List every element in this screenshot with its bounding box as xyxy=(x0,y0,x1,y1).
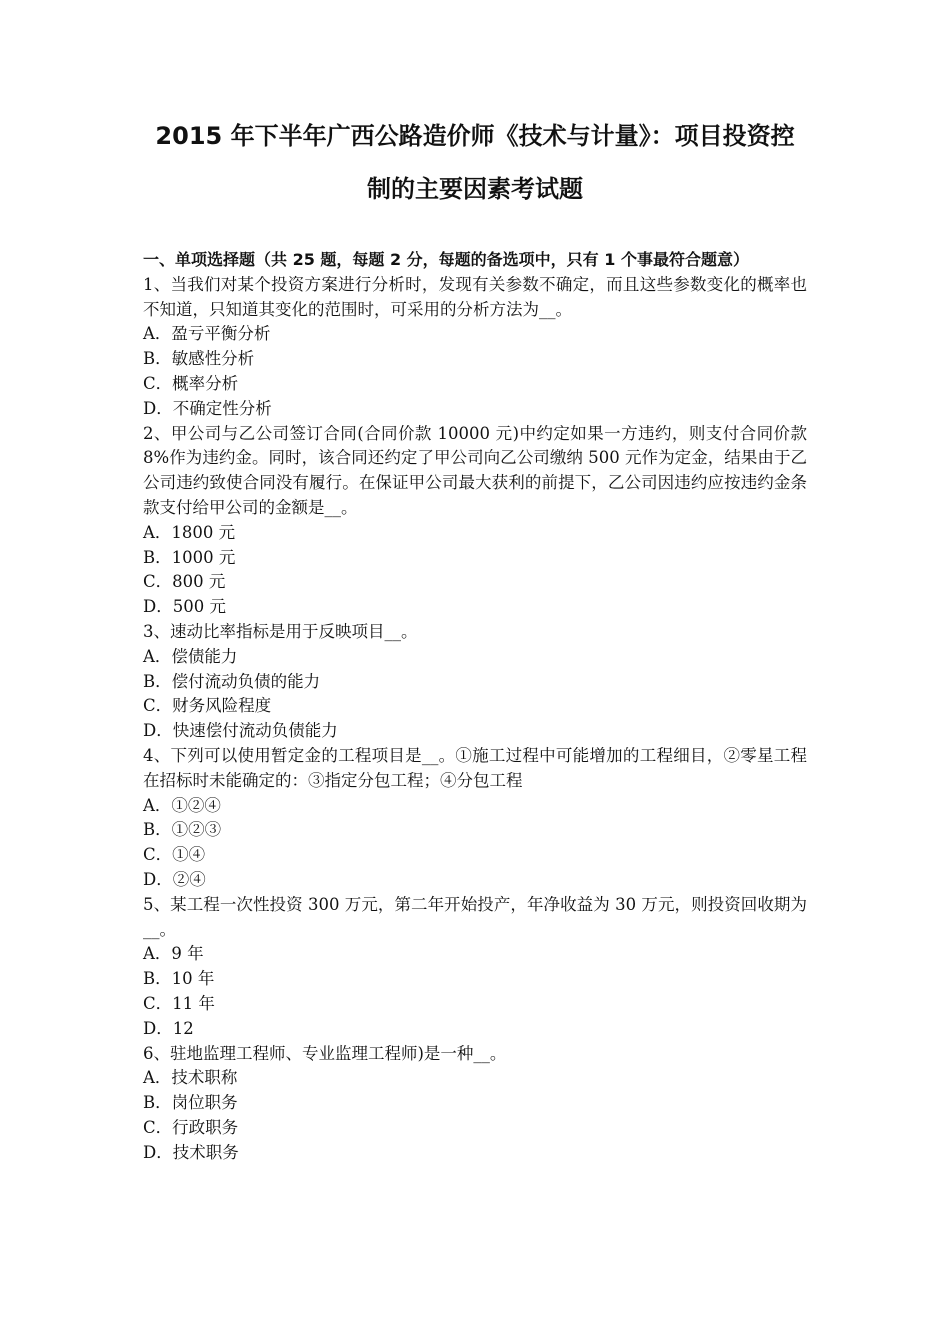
option-list xyxy=(143,645,807,744)
option-c: C．概率分析 xyxy=(143,373,239,393)
section-heading: 一、单项选择题（共 25 题，每题 2 分，每题的备选项中，只有 1 个事最符合题意） xyxy=(143,250,749,269)
option-c: C．行政职务 xyxy=(143,1117,239,1137)
document-title-line-2: 制的主要因素考试题 xyxy=(367,175,583,203)
option-a: A．1800 元 xyxy=(143,522,236,542)
question-stem: 2、甲公司与乙公司签订合同(合同价款 10000 元)中约定如果一方违约，则支付合同价款 8%作为违约金。同时，该合同还约定了甲公司向乙公司缴纳 500 元作为定金，结果由于乙公司违约致使合同没有履行。在保证甲公司最大获利的前提下，乙公司因违约应按违约金条款支付给甲公司的金额是__。 xyxy=(143,423,807,517)
option-list xyxy=(143,1066,807,1165)
option-a: A．偿债能力 xyxy=(143,646,238,666)
option-c: C．11 年 xyxy=(143,993,215,1013)
option-c: C．800 元 xyxy=(143,572,226,592)
option-a: A．①②④ xyxy=(143,795,221,815)
question-5 xyxy=(143,893,807,1042)
question-stem: 3、速动比率指标是用于反映项目__。 xyxy=(143,621,418,641)
option-a: A．盈亏平衡分析 xyxy=(143,324,271,344)
option-b: B．10 年 xyxy=(143,969,215,989)
option-b: B．岗位职务 xyxy=(143,1093,238,1113)
option-a: A．技术职称 xyxy=(143,1068,238,1088)
option-list xyxy=(143,794,807,893)
question-1 xyxy=(143,273,807,422)
option-d: D．12 xyxy=(143,1018,194,1038)
document-body xyxy=(143,248,807,1165)
question-stem: 5、某工程一次性投资 300 万元，第二年开始投产，年净收益为 30 万元，则投资回收期为__。 xyxy=(143,894,807,939)
document-title-line-1: 2015 年下半年广西公路造价师《技术与计量》：项目投资控 xyxy=(155,122,795,150)
option-d: D．②④ xyxy=(143,869,206,889)
option-list xyxy=(143,322,807,421)
question-stem: 1、当我们对某个投资方案进行分析时，发现有关参数不确定，而且这些参数变化的概率也不知道，只知道其变化的范围时，可采用的分析方法为__。 xyxy=(143,274,807,319)
option-b: B．1000 元 xyxy=(143,547,236,567)
question-3 xyxy=(143,620,807,744)
option-list xyxy=(143,942,807,1041)
option-d: D．500 元 xyxy=(143,597,226,617)
question-stem: 4、下列可以使用暂定金的工程项目是__。①施工过程中可能增加的工程细目，②零星工程在招标时未能确定的：③指定分包工程；④分包工程 xyxy=(143,745,807,790)
option-d: D．技术职务 xyxy=(143,1142,239,1162)
question-2 xyxy=(143,422,807,620)
option-d: D．快速偿付流动负债能力 xyxy=(143,721,338,741)
option-b: B．①②③ xyxy=(143,820,222,840)
option-a: A．9 年 xyxy=(143,944,204,964)
option-d: D．不确定性分析 xyxy=(143,398,272,418)
question-stem: 6、驻地监理工程师、专业监理工程师)是一种__。 xyxy=(143,1043,507,1063)
option-list xyxy=(143,521,807,620)
option-c: C．财务风险程度 xyxy=(143,696,272,716)
option-b: B．敏感性分析 xyxy=(143,349,255,369)
option-b: B．偿付流动负债的能力 xyxy=(143,671,321,691)
question-6 xyxy=(143,1042,807,1166)
option-c: C．①④ xyxy=(143,845,206,865)
question-4 xyxy=(143,744,807,893)
